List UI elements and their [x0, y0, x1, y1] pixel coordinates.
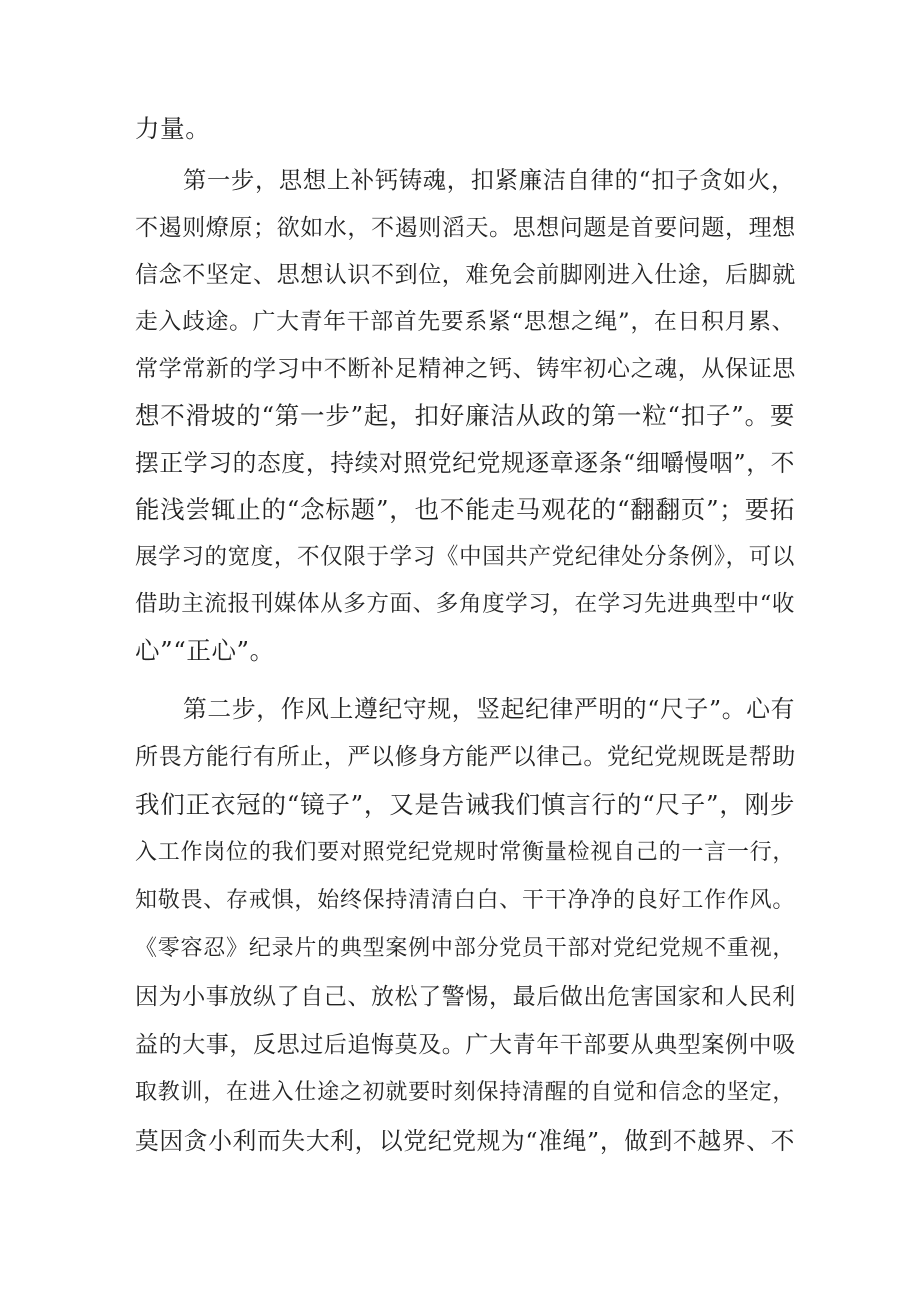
- text-line: 《零容忍》纪录片的典型案例中部分党员干部对党纪党规不重视，: [135, 936, 795, 961]
- text-line: 摆正学习的态度，持续对照党纪党规逐章逐条“细嚼慢咽”，不: [135, 449, 795, 477]
- text-line: 第一步，思想上补钙铸魂，扣紧廉洁自律的“扣子贪如火，: [183, 167, 795, 194]
- text-line: 取教训，在进入仕途之初就要时刻保持清醒的自觉和信念的坚定，: [135, 1080, 795, 1105]
- text-line: 走入歧途。广大青年干部首先要系紧“思想之绳”，在日积月累、: [135, 309, 795, 335]
- text-line: 心”“正心”。: [135, 636, 275, 665]
- text-line: 不遏则燎原；欲如水，不遏则滔天。思想问题是首要问题，理想: [135, 215, 796, 241]
- text-line: 我们正衣冠的“镜子”，又是告诫我们慎言行的“尺子”，刚步: [135, 790, 795, 819]
- text-line: 益的大事，反思过后追悔莫及。广大青年干部要从典型案例中吸: [135, 1032, 796, 1058]
- text-line: 入工作岗位的我们要对照党纪党规时常衡量检视自己的一言一行，: [135, 840, 795, 865]
- text-line: 常学常新的学习中不断补足精神之钙、铸牢初心之魂，从保证思: [135, 356, 796, 382]
- text-line: 能浅尝辄止的“念标题”，也不能走马观花的“翻翻页”；要拓: [135, 495, 795, 524]
- text-line: 展学习的宽度，不仅限于学习《中国共产党纪律处分条例》，可以: [135, 544, 795, 570]
- text-line: 莫因贪小利而失大利，以党纪党规为“准绳”，做到不越界、不: [135, 1127, 795, 1155]
- text-line: 借助主流报刊媒体从多方面、多角度学习，在学习先进典型中“收: [135, 591, 795, 617]
- text-line: 因为小事放纵了自己、放松了警惕，最后做出危害国家和人民利: [135, 984, 796, 1010]
- text-line: 所畏方能行有所止，严以修身方能严以律己。党纪党规既是帮助: [135, 744, 796, 770]
- text-line: 信念不坚定、思想认识不到位，难免会前脚刚进入仕途，后脚就: [135, 262, 796, 288]
- text-line: 知敬畏、存戒惧，始终保持清清白白、干干净净的良好工作作风。: [135, 888, 795, 913]
- text-line: 想不滑坡的“第一步”起，扣好廉洁从政的第一粒“扣子”。要: [135, 401, 795, 430]
- text-line: 力量。: [135, 114, 211, 143]
- text-line: 第二步，作风上遵纪守规，竖起纪律严明的“尺子”。心有: [183, 695, 795, 723]
